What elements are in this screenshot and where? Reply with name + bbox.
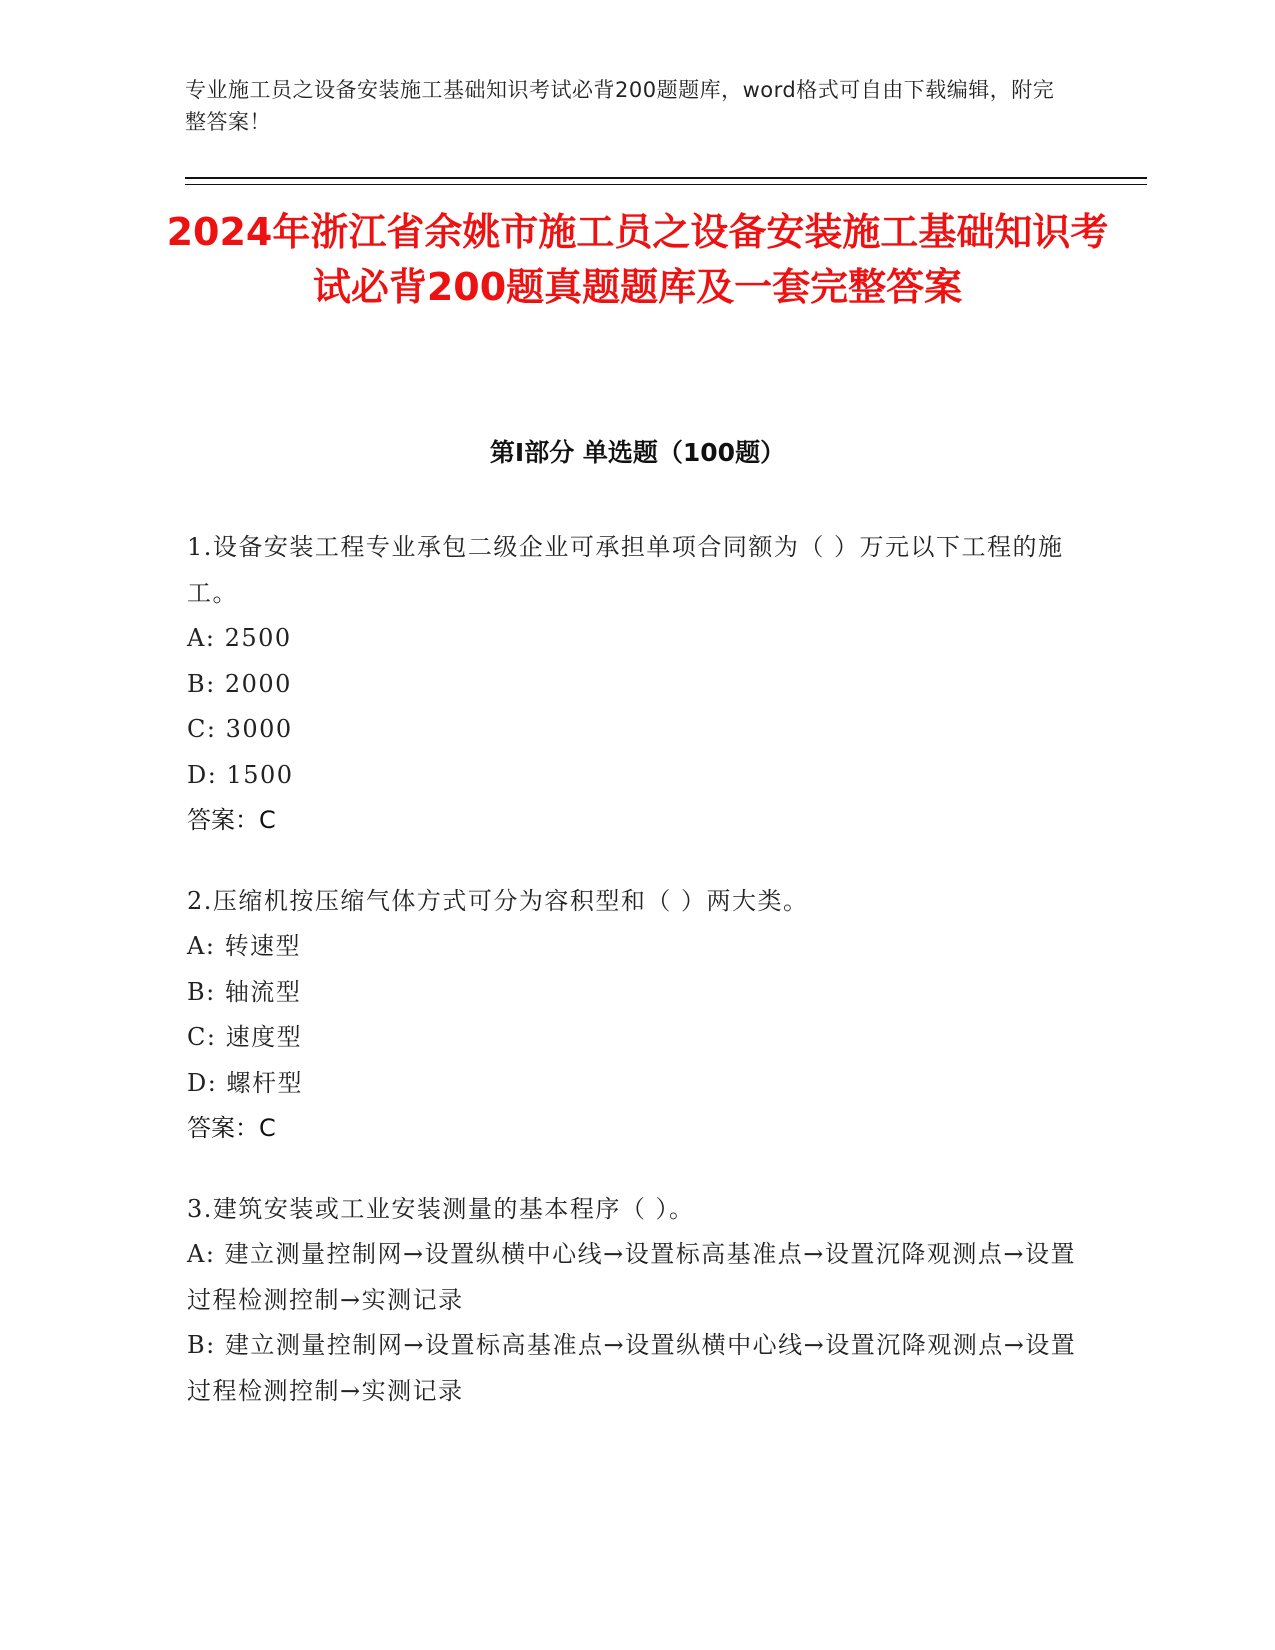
answer: 答案：C <box>187 1114 276 1142</box>
option-key: D: <box>187 760 218 789</box>
option-text: 1500 <box>226 760 294 789</box>
option-d <box>187 1061 1077 1107</box>
option-text: 轴流型 <box>224 977 302 1006</box>
option-text: 转速型 <box>224 932 302 960</box>
option-c <box>187 707 1077 753</box>
header-divider-thick <box>185 177 1147 179</box>
question-3 <box>187 1187 1077 1415</box>
question-stem: 设备安装工程专业承包二级企业可承担单项合同额为（ ）万元以下工程的施工。 <box>187 533 1064 607</box>
option-key: D: <box>187 1068 218 1097</box>
option-text: 3000 <box>225 715 293 743</box>
option-key: B: <box>187 669 216 698</box>
option-key: A: <box>187 1240 216 1268</box>
section-title: 第I部分 单选题（100题） <box>489 438 786 467</box>
header-note: 专业施工员之设备安装施工基础知识考试必背200题题库，word格式可自由下载编辑，附完整答案！ <box>185 78 1055 134</box>
option-key: C: <box>187 1023 217 1051</box>
question-stem: 建筑安装或工业安装测量的基本程序（ ）。 <box>212 1194 695 1223</box>
option-key: C: <box>187 715 217 743</box>
question-1 <box>187 525 1077 844</box>
question-text <box>187 525 1077 616</box>
question-number: 2. <box>187 886 213 915</box>
option-a <box>187 616 1077 662</box>
document-title: 2024年浙江省余姚市施工员之设备安装施工基础知识考试必背200题真题题库及一套完整答案 <box>166 210 1109 309</box>
option-b <box>187 1323 1077 1414</box>
question-number: 1. <box>187 533 213 561</box>
option-key: A: <box>187 624 216 652</box>
answer: 答案：C <box>187 806 276 834</box>
option-text: 螺杆型 <box>226 1068 303 1097</box>
option-key: B: <box>187 977 216 1006</box>
option-key: A: <box>187 932 216 960</box>
option-key: B: <box>187 1331 216 1359</box>
option-text: 速度型 <box>225 1023 303 1051</box>
question-text <box>187 879 1077 925</box>
option-a <box>187 1232 1077 1323</box>
option-text: 2500 <box>224 624 292 652</box>
question-stem: 压缩机按压缩气体方式可分为容积型和（ ）两大类。 <box>212 886 809 915</box>
option-text: 建立测量控制网→设置标高基准点→设置纵横中心线→设置沉降观测点→设置过程检测控制→实测记录 <box>187 1331 1077 1405</box>
question-number: 3. <box>187 1194 213 1223</box>
option-b <box>187 970 1077 1016</box>
question-list <box>187 525 1077 1449</box>
option-c <box>187 1015 1077 1061</box>
header-divider-thin <box>185 184 1147 185</box>
question-text <box>187 1187 1077 1233</box>
option-d <box>187 753 1077 799</box>
option-text: 2000 <box>224 669 292 698</box>
option-a <box>187 924 1077 970</box>
question-2 <box>187 879 1077 1152</box>
option-b <box>187 662 1077 708</box>
option-text: 建立测量控制网→设置纵横中心线→设置标高基准点→设置沉降观测点→设置过程检测控制→实测记录 <box>187 1240 1076 1314</box>
